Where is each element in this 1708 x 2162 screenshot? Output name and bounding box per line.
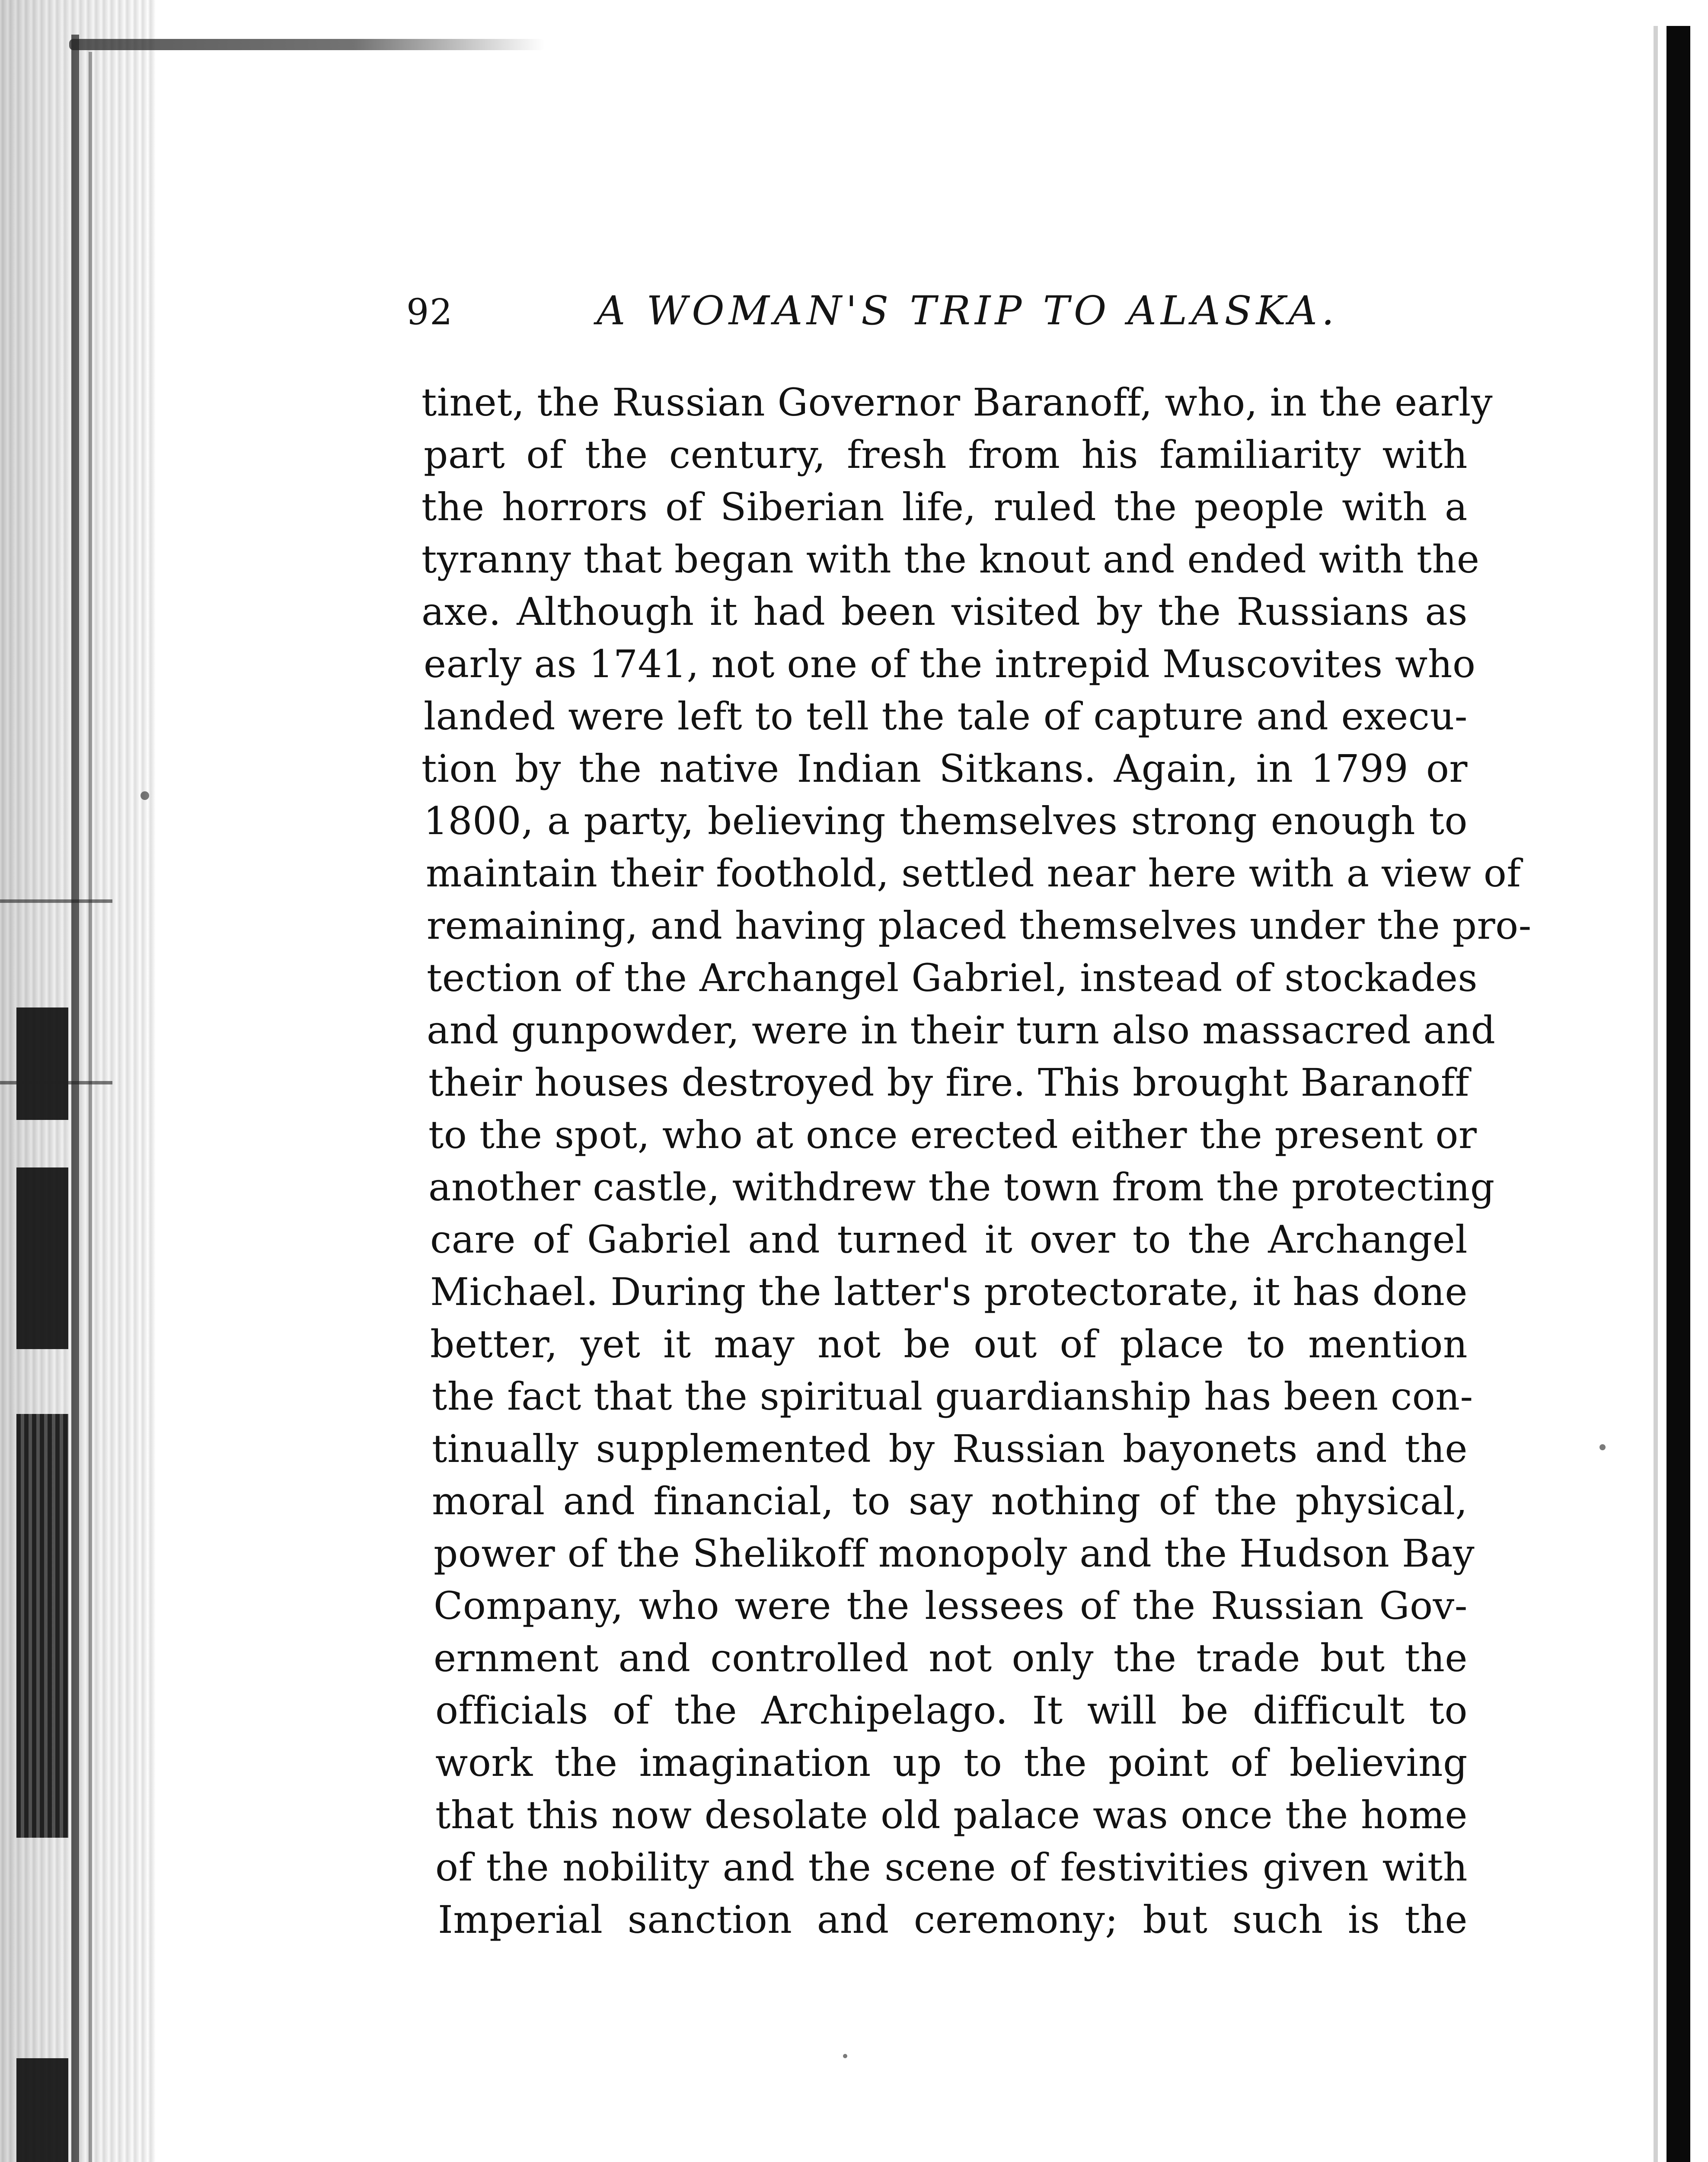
text-line: the fact that the spiritual guardianship has been con- bbox=[432, 1374, 1473, 1419]
text-line: moral and financial, to say nothing of the physical, bbox=[432, 1479, 1468, 1523]
body-text bbox=[421, 376, 1532, 1946]
text-line: early as 1741, not one of the intrepid Muscovites who bbox=[424, 642, 1476, 686]
text-line: ernment and controlled not only the trade but the bbox=[434, 1636, 1468, 1680]
text-line: care of Gabriel and turned it over to the Archangel bbox=[430, 1217, 1468, 1262]
text-line: part of the century, fresh from his familiarity with bbox=[424, 432, 1468, 477]
scan-speck bbox=[1599, 1444, 1606, 1450]
text-line: their houses destroyed by fire. This brought Baranoff bbox=[428, 1060, 1469, 1105]
scan-artifact-tick bbox=[0, 899, 112, 903]
text-line: tection of the Archangel Gabriel, instead of stockades bbox=[427, 956, 1478, 1000]
text-line: tyranny that began with the knout and ended with the bbox=[421, 537, 1480, 582]
text-line: another castle, withdrew the town from the protecting bbox=[428, 1165, 1495, 1209]
text-line: of the nobility and the scene of festivities given with bbox=[435, 1845, 1468, 1890]
text-line: better, yet it may not be out of place to mention bbox=[430, 1322, 1468, 1366]
text-line: work the imagination up to the point of believing bbox=[435, 1740, 1468, 1785]
text-line: 1800, a party, believing themselves strong enough to bbox=[424, 799, 1468, 843]
text-line: Michael. During the latter's protectorate, it has done bbox=[430, 1270, 1468, 1314]
text-line: and gunpowder, were in their turn also massacred and bbox=[427, 1008, 1496, 1052]
text-line: Company, who were the lessees of the Russian Gov- bbox=[434, 1583, 1468, 1628]
page-number: 92 bbox=[406, 292, 453, 333]
text-line: remaining, and having placed themselves under the pro- bbox=[427, 903, 1532, 948]
text-line: to the spot, who at once erected either the present or bbox=[428, 1113, 1477, 1157]
text-line: power of the Shelikoff monopoly and the Hudson Bay bbox=[434, 1531, 1475, 1576]
left-margin-rule-inner bbox=[89, 52, 92, 2162]
text-line: the horrors of Siberian life, ruled the people with a bbox=[421, 485, 1468, 529]
scan-artifact-block bbox=[16, 2058, 68, 2162]
page-header bbox=[406, 288, 1530, 339]
text-line: axe. Although it had been visited by the Russians as bbox=[421, 589, 1468, 634]
right-binding-edge bbox=[1666, 26, 1690, 2162]
running-title: A WOMAN'S TRIP TO ALASKA. bbox=[597, 288, 1339, 334]
text-line: that this now desolate old palace was once the home bbox=[435, 1793, 1468, 1837]
left-margin-rule bbox=[71, 35, 79, 2162]
text-line: tion by the native Indian Sitkans. Again, in 1799 or bbox=[421, 746, 1468, 791]
scan-artifact-tick bbox=[0, 1081, 112, 1084]
scan-speck bbox=[140, 791, 149, 800]
scan-artifact-block bbox=[16, 1007, 68, 1120]
text-line: officials of the Archipelago. It will be difficult to bbox=[435, 1688, 1468, 1733]
top-edge-stroke bbox=[69, 39, 545, 50]
text-line: tinet, the Russian Governor Baranoff, who, in the early bbox=[421, 380, 1493, 425]
scan-artifact-block bbox=[16, 1414, 68, 1838]
text-line: landed were left to tell the tale of capture and execu- bbox=[424, 694, 1468, 739]
text-line: tinually supplemented by Russian bayonets and the bbox=[432, 1426, 1468, 1471]
text-line: maintain their foothold, settled near here with a view of bbox=[426, 851, 1521, 896]
right-binding-shadow bbox=[1654, 26, 1658, 2162]
scan-artifact-block bbox=[16, 1167, 68, 1349]
text-line: Imperial sanction and ceremony; but such is the bbox=[438, 1897, 1468, 1942]
scan-speck bbox=[843, 2054, 847, 2058]
